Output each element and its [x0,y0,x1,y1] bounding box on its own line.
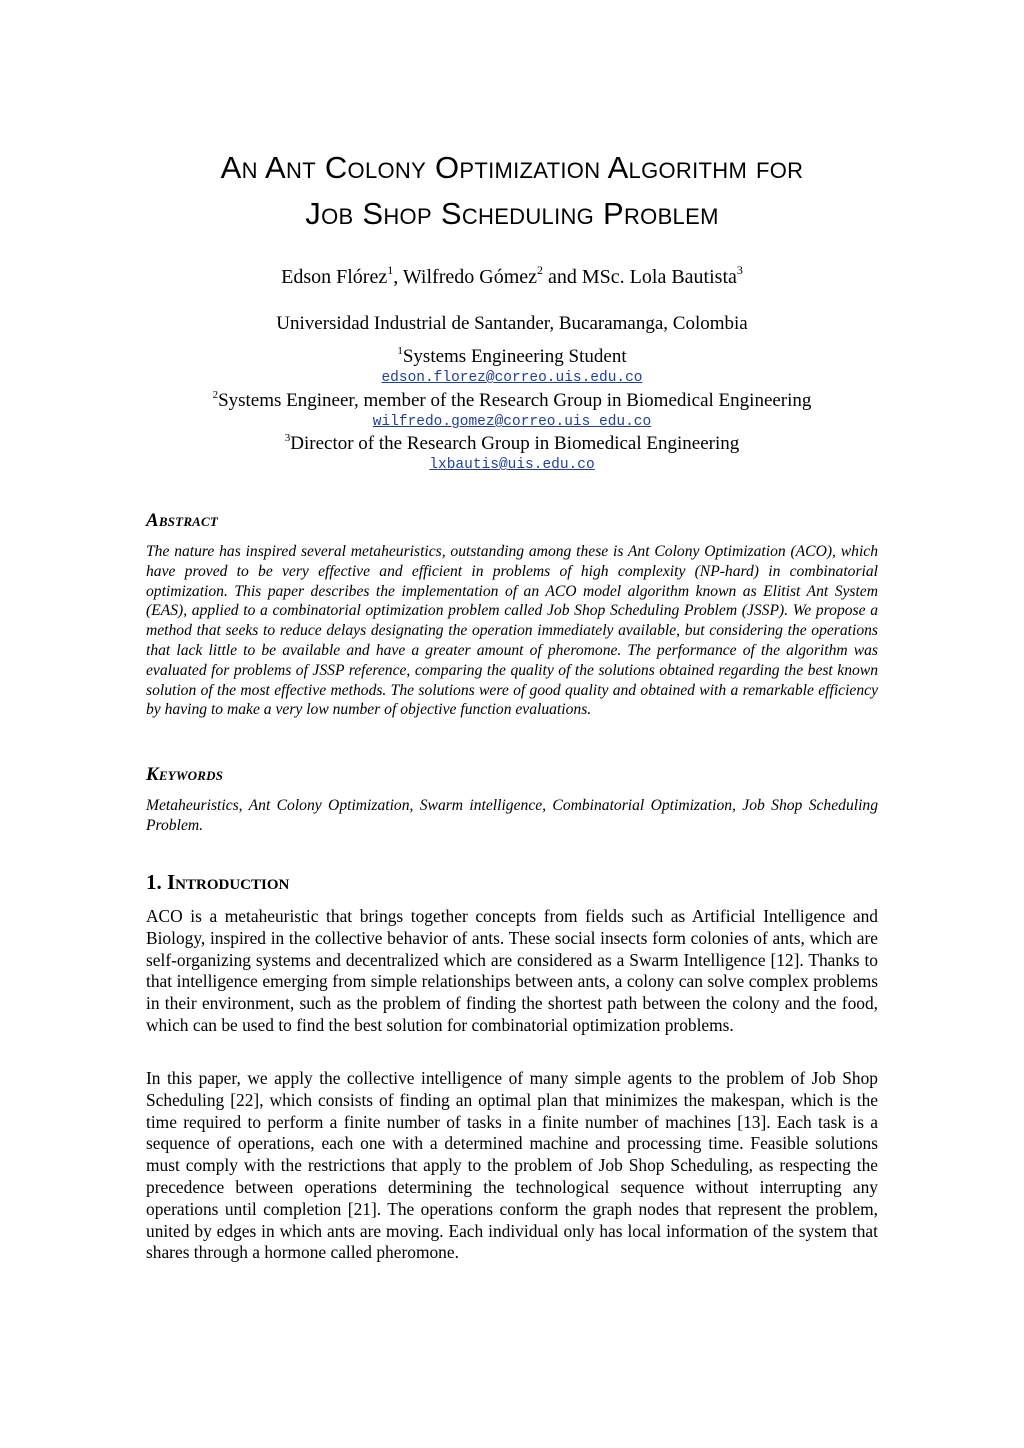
abstract-heading: Abstract [146,510,219,531]
author-separator: , [393,266,403,288]
introduction-heading: 1. Introduction [146,870,290,894]
email-link-1[interactable]: edson.florez@correo.uis.edu.co [381,370,643,386]
author-3: MSc. Lola Bautista [581,266,737,288]
keywords-heading: Keywords [146,764,224,785]
affiliation-2-role: Systems Engineer, member of the Research Group in Biomedical Engineering [218,390,812,411]
email-link-2[interactable]: wilfredo.gomez@correo.uis edu.co [372,414,652,430]
affiliation-1 [100,346,924,368]
author-2: Wilfredo Gómez [402,266,537,288]
affiliation-2-mark: 2 [212,389,219,401]
email-1-line [100,368,924,388]
university-affiliation: Universidad Industrial de Santander, Bucaramanga, Colombia [276,313,748,334]
author-1: Edson Flórez [281,266,388,288]
intro-paragraph-1: ACO is a metaheuristic that brings together concepts from fields such as Artificial Intelligence and Biology, inspired in the collective behavior of ants. These social insects form colonies of ants, which are self-organizing systems and decentralized which are considered as a Swarm Intelligence [12]. Thanks to that intelligence emerging from simple relationships between ants, a colony can solve complex problems in their environment, such as the problem of finding the shortest path between the colony and the food, which can be used to find the best solution for combinatorial optimization problems. [146,906,878,1035]
keywords-text: Metaheuristics, Ant Colony Optimization, Swarm intelligence, Combinatorial Optimization, Job Shop Scheduling Problem. [146,797,878,834]
email-2-line [100,412,924,432]
email-3-line [100,455,924,475]
intro-paragraph-2: In this paper, we apply the collective intelligence of many simple agents to the problem of Job Shop Scheduling [22], which consists of finding an optimal plan that minimizes the makespan, which is the time required to perform a finite number of tasks in a finite number of machines [13]. Each task is a sequence of operations, each one with a determined machine and processing time. Feasible solutions must comply with the restrictions that apply to the problem of Job Shop Scheduling, as respecting the precedence between operations determining the technological sequence without interrupting any operations until completion [21]. The operations conform the graph nodes that represent the problem, united by edges in which ants are moving. Each individual only has local information of the system that shares through a hormone called pheromone. [146,1068,878,1263]
email-link-3[interactable]: lxbautis@uis.edu.co [429,457,595,473]
author-list [100,262,924,292]
affiliation-1-role: Systems Engineering Student [402,346,627,367]
author-2-affil-mark: 2 [537,263,543,277]
affiliation-2 [100,390,924,412]
paper-title-line1: An Ant Colony Optimization Algorithm for [220,150,804,185]
paper-title-line2: Job Shop Scheduling Problem [305,196,719,231]
author-3-affil-mark: 3 [736,263,743,277]
affiliation-1-mark: 1 [397,345,403,357]
author-separator: and [543,266,582,288]
abstract-text: The nature has inspired several metaheuristics, outstanding among these is Ant Colony Optimization (ACO), which have proved to be very effective and efficient in problems of high complexity (NP-hard) in combinatorial optimization. This paper describes the implementation of an ACO model algorithm known as Elitist Ant System (EAS), applied to a combinatorial optimization problem called Job Shop Scheduling Problem (JSSP). We propose a method that seeks to reduce delays designating the operation immediately available, but considering the operations that lack little to be available and have a greater amount of pheromone. The performance of the algorithm was evaluated for problems of JSSP reference, comparing the quality of the solutions obtained regarding the best known solution of the most effective methods. The solutions were of good quality and obtained with a remarkable efficiency by having to make a very low number of objective function evaluations. [146,543,878,719]
affiliation-3-mark: 3 [284,432,291,444]
affiliation-3-role: Director of the Research Group in Biomedical Engineering [290,433,740,454]
paper-title [100,145,924,237]
author-1-affil-mark: 1 [387,263,394,277]
affiliation-3 [100,433,924,455]
